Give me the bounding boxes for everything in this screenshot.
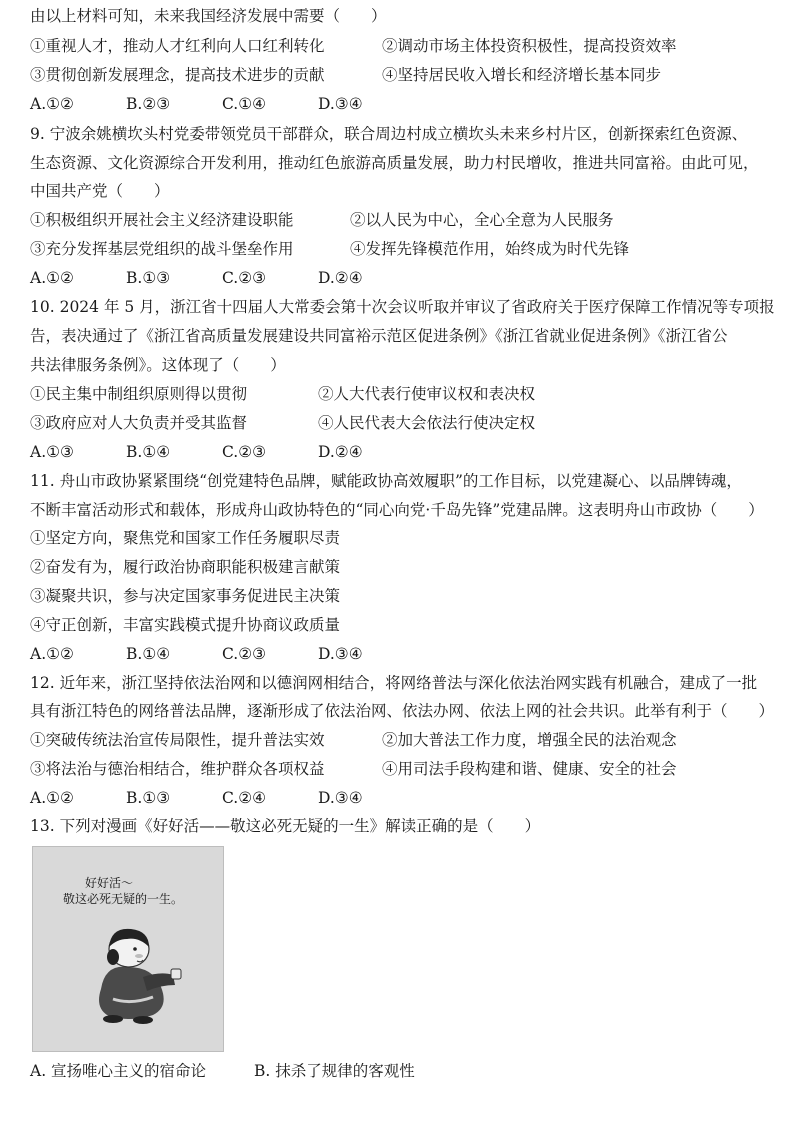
q11-choice-b[interactable]: B.①④ bbox=[126, 645, 171, 663]
q11-item-3: ③凝聚共识，参与决定国家事务促进民主决策 bbox=[30, 587, 341, 605]
q8-choice-b[interactable]: B.②③ bbox=[126, 95, 171, 113]
q12-stem-line-1: 12. 近年来，浙江坚持依法治网和以德润网相结合，将网络普法与深化依法治网实践有机融合，建成了一批 bbox=[30, 674, 758, 692]
q10-choice-b[interactable]: B.①④ bbox=[126, 443, 171, 461]
q9-stem-line-3: 中国共产党（ ） bbox=[30, 182, 170, 200]
q12-choice-b[interactable]: B.①③ bbox=[126, 789, 171, 807]
q11-choice-a[interactable]: A.①② bbox=[30, 645, 74, 663]
q8-choice-c[interactable]: C.①④ bbox=[222, 95, 267, 113]
q9-stem-line-1: 9. 宁波余姚横坎头村党委带领党员干部群众，联合周边村成立横坎头未来乡村片区，创新探索红色资源、 bbox=[30, 125, 748, 143]
q10-item-2: ②人大代表行使审议权和表决权 bbox=[318, 385, 536, 403]
q11-stem-line-2: 不断丰富活动形式和载体，形成舟山政协特色的“同心向党·千岛先锋”党建品牌。这表明舟山市政协（ ） bbox=[30, 501, 764, 519]
q12-choice-a[interactable]: A.①② bbox=[30, 789, 74, 807]
comic-character-illustration bbox=[83, 919, 193, 1029]
q12-item-2: ②加大普法工作力度，增强全民的法治观念 bbox=[382, 731, 677, 749]
comic-caption bbox=[63, 875, 183, 907]
q10-choice-a[interactable]: A.①③ bbox=[30, 443, 74, 461]
q9-item-4: ④发挥先锋模范作用，始终成为时代先锋 bbox=[350, 240, 630, 258]
q12-stem-line-2: 具有浙江特色的网络普法品牌，逐渐形成了依法治网、依法办网、依法上网的社会共识。此举有利于（ ） bbox=[30, 702, 775, 720]
q8-item-1: ①重视人才，推动人才红利向人口红利转化 bbox=[30, 37, 325, 55]
q10-choice-d[interactable]: D.②④ bbox=[318, 443, 363, 461]
q12-choice-c[interactable]: C.②④ bbox=[222, 789, 267, 807]
q11-choice-d[interactable]: D.③④ bbox=[318, 645, 363, 663]
comic-caption-line-2: 敬这必死无疑的一生。 bbox=[63, 892, 184, 906]
q9-choice-c[interactable]: C.②③ bbox=[222, 269, 267, 287]
q9-item-3: ③充分发挥基层党组织的战斗堡垒作用 bbox=[30, 240, 294, 258]
q9-item-2: ②以人民为中心，全心全意为人民服务 bbox=[350, 211, 614, 229]
q11-item-4: ④守正创新，丰富实践模式提升协商议政质量 bbox=[30, 616, 341, 634]
q13-stem: 13. 下列对漫画《好好活——敬这必死无疑的一生》解读正确的是（ ） bbox=[30, 817, 541, 835]
q13-choice-a[interactable]: A. 宣扬唯心主义的宿命论 bbox=[30, 1062, 207, 1080]
q10-item-4: ④人民代表大会依法行使决定权 bbox=[318, 414, 536, 432]
comic-image bbox=[32, 846, 224, 1052]
q12-item-3: ③将法治与德治相结合，维护群众各项权益 bbox=[30, 760, 325, 778]
q10-stem-line-2: 告，表决通过了《浙江省高质量发展建设共同富裕示范区促进条例》《浙江省就业促进条例》《浙江省公 bbox=[30, 327, 728, 345]
q9-item-1: ①积极组织开展社会主义经济建设职能 bbox=[30, 211, 294, 229]
q12-item-4: ④用司法手段构建和谐、健康、安全的社会 bbox=[382, 760, 677, 778]
q11-choice-c[interactable]: C.②③ bbox=[222, 645, 267, 663]
q11-stem-line-1: 11. 舟山市政协紧紧围绕“创党建特色品牌，赋能政协高效履职”的工作目标，以党建凝心、以品牌铸魂， bbox=[30, 472, 742, 490]
q8-choice-d[interactable]: D.③④ bbox=[318, 95, 363, 113]
q11-item-2: ②奋发有为，履行政治协商职能积极建言献策 bbox=[30, 558, 341, 576]
q8-item-3: ③贯彻创新发展理念，提高技术进步的贡献 bbox=[30, 66, 325, 84]
q8-item-4: ④坚持居民收入增长和经济增长基本同步 bbox=[382, 66, 662, 84]
q8-stem: 由以上材料可知，未来我国经济发展中需要（ ） bbox=[30, 7, 387, 25]
q9-stem-line-2: 生态资源、文化资源综合开发利用，推动红色旅游高质量发展，助力村民增收，推进共同富裕。由此可见， bbox=[30, 154, 759, 172]
q9-choice-b[interactable]: B.①③ bbox=[126, 269, 171, 287]
comic-caption-line-1: 好好活～ bbox=[85, 876, 134, 890]
q10-stem-line-3: 共法律服务条例》。这体现了（ ） bbox=[30, 356, 286, 374]
q10-choice-c[interactable]: C.②③ bbox=[222, 443, 267, 461]
q10-item-3: ③政府应对人大负责并受其监督 bbox=[30, 414, 248, 432]
q12-item-1: ①突破传统法治宣传局限性，提升普法实效 bbox=[30, 731, 325, 749]
q11-item-1: ①坚定方向，聚焦党和国家工作任务履职尽责 bbox=[30, 529, 341, 547]
q10-stem-line-1: 10. 2024 年 5 月，浙江省十四届人大常委会第十次会议听取并审议了省政府关于医疗保障工作情况等专项报 bbox=[30, 298, 775, 316]
q13-choice-b[interactable]: B. 抹杀了规律的客观性 bbox=[254, 1062, 415, 1080]
q9-choice-a[interactable]: A.①② bbox=[30, 269, 74, 287]
q10-item-1: ①民主集中制组织原则得以贯彻 bbox=[30, 385, 248, 403]
q8-item-2: ②调动市场主体投资积极性，提高投资效率 bbox=[382, 37, 677, 55]
q8-choice-a[interactable]: A.①② bbox=[30, 95, 74, 113]
q12-choice-d[interactable]: D.③④ bbox=[318, 789, 363, 807]
q9-choice-d[interactable]: D.②④ bbox=[318, 269, 363, 287]
